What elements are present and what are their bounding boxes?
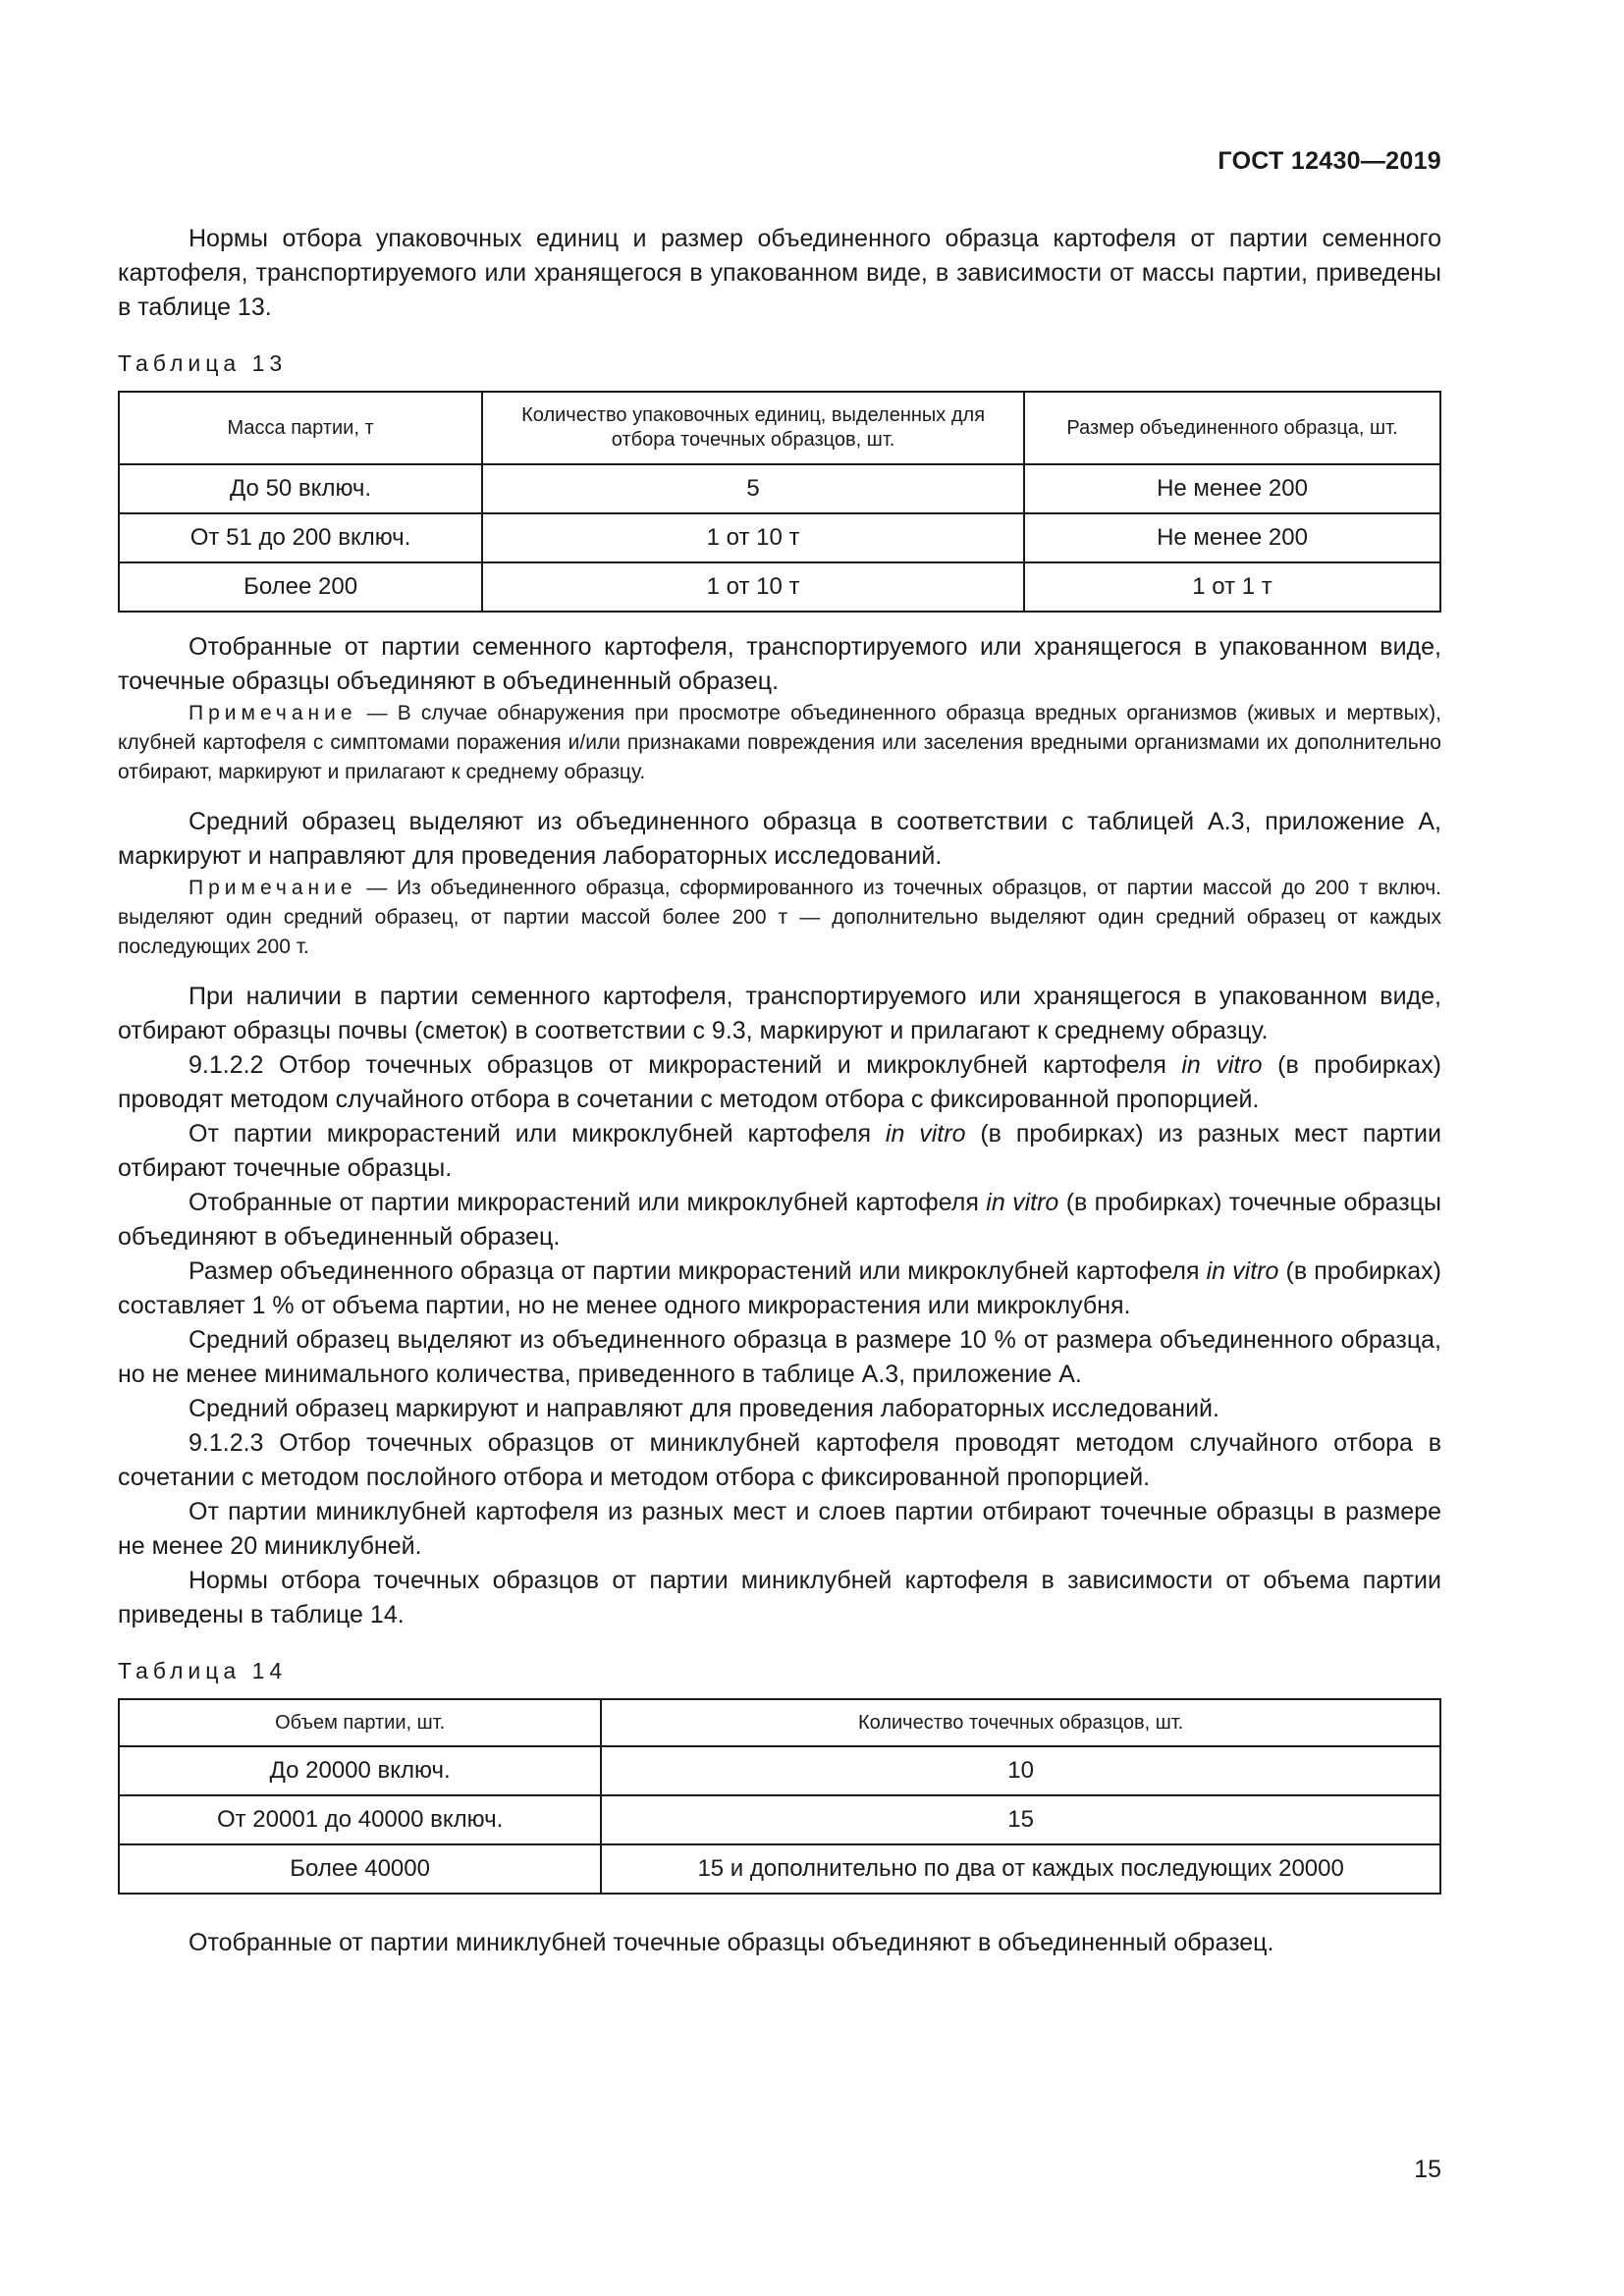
note-label: Примечание <box>189 877 357 899</box>
table-header-cell: Масса партии, т <box>119 392 482 464</box>
italic-term: in vitro <box>885 1120 966 1148</box>
text-run: Размер объединенного образца от партии микрорастений или микроклубней картофеля <box>189 1257 1207 1285</box>
text-run: (в пробирках) проводят методом случайного отбора в сочетании с методом отбора с фиксированной пропорцией. <box>118 1051 1441 1113</box>
paragraph: От партии миниклубней картофеля из разных мест и слоев партии отбирают точечные образцы в размере не менее 20 миниклубней. <box>118 1498 1441 1560</box>
paragraph: При наличии в партии семенного картофеля, транспортируемого или хранящегося в упакованном виде, отбирают образцы почвы (сметок) в соответствии с 9.3, маркируют и прилагают к среднему образцу. <box>118 983 1441 1044</box>
table-cell: До 50 включ. <box>119 464 482 513</box>
paragraph: Отобранные от партии миниклубней точечные образцы объединяют в объединенный образец. <box>189 1929 1274 1956</box>
table-row <box>119 1746 1440 1795</box>
table-14 <box>118 1698 1441 1895</box>
text-run: (в пробирках) точечные образцы объединяют в объединенный образец. <box>118 1189 1441 1251</box>
table-header-cell: Размер объединенного образца, шт. <box>1024 392 1440 464</box>
table-cell: 1 от 1 т <box>1024 562 1440 612</box>
table-cell: От 51 до 200 включ. <box>119 513 482 562</box>
paragraph: Средний образец выделяют из объединенного образца в размере 10 % от размера объединенного образца, но не менее минимального количества, приведенного в таблице А.3, приложение А. <box>118 1326 1441 1388</box>
paragraph <box>118 1186 1441 1255</box>
table-cell: Более 200 <box>119 562 482 612</box>
table-cell: Более 40000 <box>119 1844 601 1894</box>
paragraph <box>118 1255 1441 1323</box>
table-cell: 5 <box>482 464 1024 513</box>
page-content <box>118 222 1441 1960</box>
italic-term: in vitro <box>1206 1257 1279 1285</box>
table-row <box>119 464 1440 513</box>
text-run: 9.1.2.2 Отбор точечных образцов от микрорастений и микроклубней картофеля <box>189 1051 1182 1079</box>
table-header-cell: Объем партии, шт. <box>119 1699 601 1746</box>
table-cell: От 20001 до 40000 включ. <box>119 1795 601 1844</box>
table-cell: 1 от 10 т <box>482 562 1024 612</box>
paragraph <box>118 1048 1441 1117</box>
note-label: Примечание <box>189 702 357 724</box>
italic-term: in vitro <box>986 1189 1059 1216</box>
italic-term: in vitro <box>1181 1051 1263 1079</box>
note <box>118 699 1441 787</box>
table-cell: Не менее 200 <box>1024 464 1440 513</box>
table-row <box>119 1795 1440 1844</box>
paragraph <box>118 1117 1441 1186</box>
note-text: — В случае обнаружения при просмотре объединенного образца вредных организмов (живых и мертвых), клубней картофеля с симптомами поражения и/или признаками повреждения или заселения вредными организмами их дополнительно отбирают, маркируют и прилагают к среднему образцу. <box>118 702 1441 783</box>
table-cell: 10 <box>601 1746 1440 1795</box>
paragraph: Нормы отбора точечных образцов от партии миниклубней картофеля в зависимости от объема партии приведены в таблице 14. <box>118 1567 1441 1629</box>
table-cell: 1 от 10 т <box>482 513 1024 562</box>
text-run: (в пробирках) составляет 1 % от объема партии, но не менее одного микрорастения или микроклубня. <box>118 1257 1442 1319</box>
table-row <box>119 1844 1440 1894</box>
paragraph: Нормы отбора упаковочных единиц и размер объединенного образца картофеля от партии семенного картофеля, транспортируемого или хранящегося в упакованном виде, в зависимости от массы партии, приведены в таблице 13. <box>118 225 1441 321</box>
paragraph: 9.1.2.3 Отбор точечных образцов от миниклубней картофеля проводят методом случайного отбора в сочетании с методом послойного отбора и методом отбора с фиксированной пропорцией. <box>118 1429 1441 1491</box>
table-header-row <box>119 1699 1440 1746</box>
table-cell: 15 и дополнительно по два от каждых последующих 20000 <box>601 1844 1440 1894</box>
table-row <box>119 513 1440 562</box>
table-header-cell: Количество упаковочных единиц, выделенных для отбора точечных образцов, шт. <box>482 392 1024 464</box>
text-run: (в пробирках) из разных мест партии отбирают точечные образцы. <box>118 1120 1441 1182</box>
table-header-cell: Количество точечных образцов, шт. <box>601 1699 1440 1746</box>
table-cell: До 20000 включ. <box>119 1746 601 1795</box>
table-row <box>119 562 1440 612</box>
paragraph: Средний образец маркируют и направляют для проведения лабораторных исследований. <box>189 1395 1219 1422</box>
table-header-row <box>119 392 1440 464</box>
table-cell: 15 <box>601 1795 1440 1844</box>
note-text: — Из объединенного образца, сформированного из точечных образцов, от партии массой до 200 т включ. выделяют один средний образец, от партии массой более 200 т — дополнительно выделяют один средний образец от каждых последующих 200 т. <box>118 877 1441 958</box>
note <box>118 874 1441 962</box>
text-run: Отобранные от партии микрорастений или микроклубней картофеля <box>189 1189 987 1216</box>
text-run: От партии микрорастений или микроклубней картофеля <box>189 1120 886 1148</box>
table-13 <box>118 391 1441 613</box>
table-13-caption: Таблица 13 <box>118 350 288 376</box>
paragraph: Средний образец выделяют из объединенного образца в соответствии с таблицей А.3, приложение А, маркируют и направляют для проведения лабораторных исследований. <box>118 808 1441 870</box>
page-number: 15 <box>1414 2156 1441 2183</box>
paragraph: Отобранные от партии семенного картофеля, транспортируемого или хранящегося в упакованном виде, точечные образцы объединяют в объединенный образец. <box>118 633 1441 695</box>
document-id-header: ГОСТ 12430—2019 <box>1218 147 1441 175</box>
table-cell: Не менее 200 <box>1024 513 1440 562</box>
table-14-caption: Таблица 14 <box>118 1658 288 1683</box>
